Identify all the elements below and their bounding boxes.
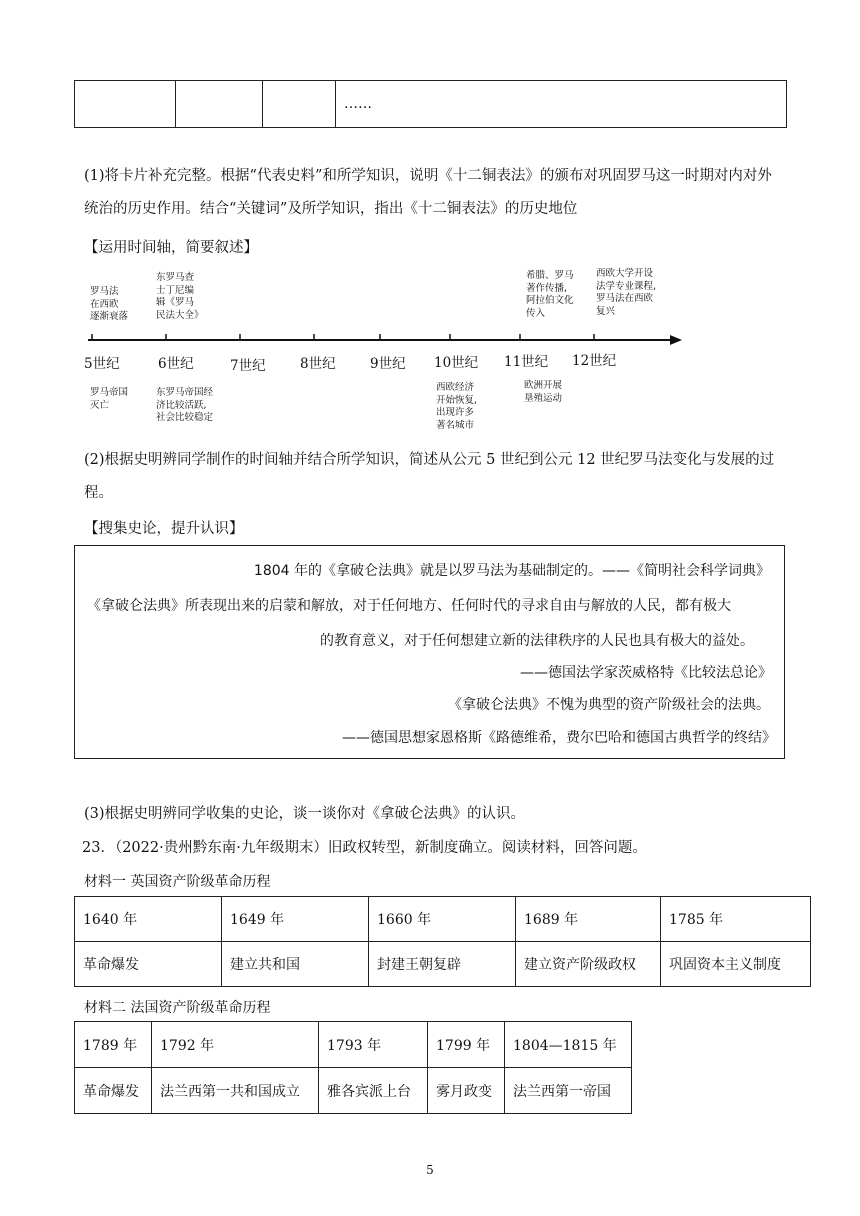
table-cell: 1804—1815 年	[505, 1022, 632, 1068]
note-line: 辑《罗马	[156, 297, 195, 308]
note-line: 东罗马查	[156, 272, 195, 283]
table-cell: 法兰西第一帝国	[505, 1068, 632, 1114]
note-line: 著作传播,	[526, 282, 568, 294]
material-2-table	[74, 1021, 632, 1114]
century-label: 8世纪	[300, 356, 336, 372]
note-line: 法学专业课程,	[596, 280, 657, 292]
note-line: 阿拉伯文化	[526, 295, 574, 306]
question-1: (1)将卡片补充完整。根据“代表史料”和所学知识，说明《十二铜表法》的颁布对巩固罗马这一时期对内对外统治的历史作用。结合“关键词”及所学知识，指出《十二铜表法》的历史地位	[84, 168, 772, 217]
note-line: 复兴	[596, 305, 616, 317]
table-cell: ……	[336, 81, 787, 128]
table-cell: 建立资产阶级政权	[516, 942, 661, 987]
note-line: 罗马帝国	[90, 387, 129, 398]
note-line: 欧洲开展	[524, 380, 563, 391]
table-row	[75, 1022, 632, 1068]
material-1-table	[74, 896, 811, 987]
quote-source: ——德国法学家茨威格特《比较法总论》	[520, 665, 772, 681]
question-23: 23．（2022·贵州黔东南·九年级期末）旧政权转型，新制度确立。阅读材料，回答问题。	[82, 840, 647, 856]
top-fragment-table	[74, 80, 787, 128]
note-line: 在西欧	[90, 298, 119, 310]
table-cell: 1785 年	[661, 897, 811, 942]
table-cell	[263, 81, 336, 128]
table-cell: 建立共和国	[222, 942, 369, 987]
note-line: 逐渐衰落	[90, 311, 129, 322]
quote-line: 的教育意义，对于任何想建立新的法律秩序的人民也具有极大的益处。	[320, 633, 754, 649]
table-cell: 1789 年	[75, 1022, 152, 1068]
note-line: 民法大全》	[156, 309, 204, 321]
table-row	[75, 81, 787, 128]
table-cell: 巩固资本主义制度	[661, 942, 811, 987]
timeline-note-below	[524, 380, 562, 405]
table-cell: 1640 年	[75, 897, 222, 942]
timeline-note-below	[436, 382, 477, 432]
timeline-note-above	[156, 272, 204, 322]
century-label: 12世纪	[572, 353, 617, 369]
table-cell: 革命爆发	[75, 1068, 152, 1114]
timeline-note-below	[90, 387, 128, 412]
note-line: 垦殖运动	[524, 392, 563, 404]
question-3: (3)根据史明辨同学收集的史论，谈一谈你对《拿破仑法典》的认识。	[84, 806, 526, 822]
quote-line: 《拿破仑法典》不愧为典型的资产阶级社会的法典。	[448, 697, 770, 713]
timeline-note-below	[156, 387, 213, 425]
note-line: 希腊、罗马	[526, 270, 574, 281]
table-cell: 雾月政变	[428, 1068, 505, 1114]
table-cell: 1792 年	[152, 1022, 319, 1068]
table-cell: 1649 年	[222, 897, 369, 942]
note-line: 开始恢复,	[436, 394, 478, 406]
table-cell: 1793 年	[319, 1022, 428, 1068]
note-line: 罗马法	[90, 286, 119, 297]
note-line: 社会比较稳定	[156, 412, 214, 423]
question-2: (2)根据史明辨同学制作的时间轴并结合所学知识，简述从公元 5 世纪到公元 12 世纪罗马法变化与发展的过程。	[84, 452, 775, 501]
table-cell: 雅各宾派上台	[319, 1068, 428, 1114]
timeline-note-above	[526, 270, 574, 320]
century-label: 10世纪	[434, 355, 479, 371]
material-1-label: 材料一 英国资产阶级革命历程	[84, 874, 271, 890]
note-line: 济比较活跃,	[156, 399, 207, 411]
section-heading-quotes: 【搜集史论，提升认识】	[84, 521, 244, 537]
note-line: 出现许多	[436, 407, 475, 418]
note-line: 西欧大学开设	[596, 268, 654, 279]
note-line: 士丁尼编	[156, 284, 195, 296]
table-row	[75, 942, 811, 987]
timeline-note-above	[596, 268, 656, 318]
page-number: 5	[426, 1163, 434, 1177]
table-cell: 法兰西第一共和国成立	[152, 1068, 319, 1114]
table-row	[75, 897, 811, 942]
table-cell: 1799 年	[428, 1022, 505, 1068]
century-label: 7世纪	[230, 358, 266, 374]
note-line: 东罗马帝国经	[156, 387, 214, 398]
quotes-box	[74, 545, 785, 759]
note-line: 著名城市	[436, 419, 475, 431]
note-line: 灭亡	[90, 399, 110, 411]
table-cell: 1660 年	[369, 897, 516, 942]
century-label: 6世纪	[158, 356, 194, 372]
section-heading-timeline: 【运用时间轴，简要叙述】	[84, 240, 258, 256]
table-cell: 革命爆发	[75, 942, 222, 987]
table-cell: 封建王朝复辟	[369, 942, 516, 987]
note-line: 罗马法在西欧	[596, 293, 654, 304]
century-label: 5世纪	[84, 356, 120, 372]
timeline-note-above	[90, 286, 128, 324]
quote-source: ——德国思想家恩格斯《路德维希，费尔巴哈和德国古典哲学的终结》	[342, 730, 776, 746]
quote-line: 1804 年的《拿破仑法典》就是以罗马法为基础制定的。——《简明社会科学词典》	[253, 563, 770, 579]
table-cell: 1689 年	[516, 897, 661, 942]
quote-line: 《拿破仑法典》所表现出来的启蒙和解放，对于任何地方、任何时代的寻求自由与解放的人民，都有极大	[87, 598, 731, 614]
table-cell	[75, 81, 176, 128]
material-2-label: 材料二 法国资产阶级革命历程	[84, 1000, 271, 1016]
century-label: 11世纪	[504, 354, 549, 370]
note-line: 传入	[526, 307, 546, 319]
note-line: 西欧经济	[436, 382, 475, 393]
table-cell	[176, 81, 263, 128]
century-label: 9世纪	[370, 356, 406, 372]
table-row	[75, 1068, 632, 1114]
timeline	[80, 262, 700, 447]
